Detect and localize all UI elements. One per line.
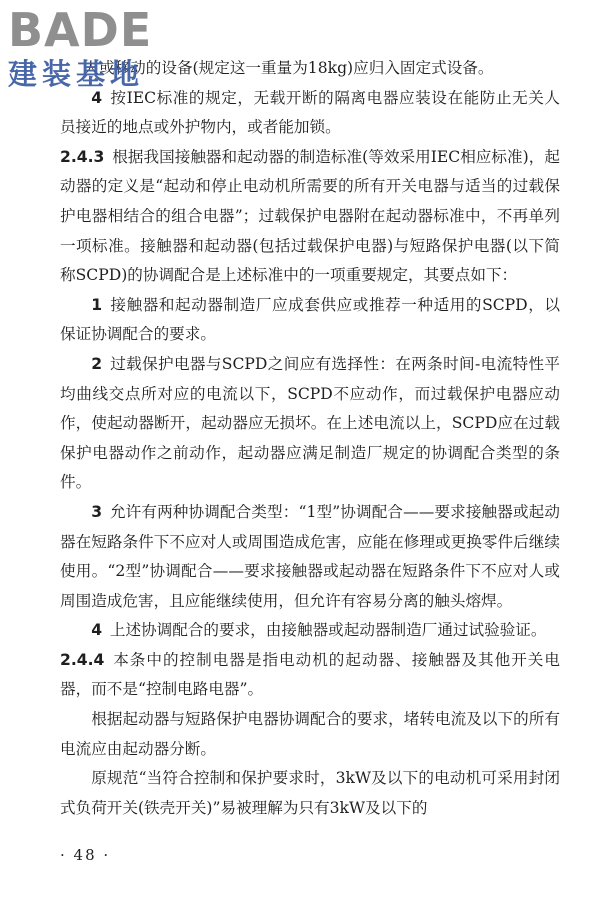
section-number: 2.4.3 <box>60 147 105 166</box>
section-2-4-4 <box>60 646 560 705</box>
paragraph-text: 允许有两种协调配合类型：“1型”协调配合——要求接触器或起动器在短路条件下不应对人或周围造成危害，应能在修理或更换零件后继续使用。“2型”协调配合——要求接触器或起动器在短路条件下不应对人或周围造成危害，且应能继续使用，但允许有容易分离的触头熔焊。 <box>60 502 560 610</box>
logo-bade-text: BADE <box>8 3 153 57</box>
clause-item-2 <box>60 350 560 498</box>
section-number: 2.4.4 <box>60 650 105 669</box>
item-number: 3 <box>91 502 103 521</box>
paragraph-text: 人或移动的设备(规定这一重量为18kg)应归入固定式设备。 <box>83 59 494 77</box>
item-number: 4 <box>91 88 103 107</box>
clause-item-4b <box>60 616 560 646</box>
item-number: 4 <box>91 621 103 640</box>
page-number: · 48 · <box>60 846 111 864</box>
clause-item-3 <box>60 498 560 616</box>
item-number: 2 <box>91 354 103 373</box>
paragraph-text: 根据我国接触器和起动器的制造标准(等效采用IEC相应标准)，起动器的定义是“起动和停止电动机所需要的所有开关电器与适当的过载保护电器相结合的组合电器”；过载保护电器附在起动器标准中，不再单列一项标准。接触器和起动器(包括过载保护电器)与短路保护电器(以下简称SCPD)的协调配合是上述标准中的一项重要规定，其要点如下： <box>60 147 560 285</box>
logo-chinese-text: 建装基地 <box>8 57 145 91</box>
paragraph-text: 按IEC标准的规定，无载开断的隔离电器应装设在能防止无关人员接近的地点或外护物内，或者能加锁。 <box>60 88 560 137</box>
paragraph-text: 原规范“当符合控制和保护要求时，3kW及以下的电动机可采用封闭式负荷开关(铁壳开关)”易被理解为只有3kW及以下的 <box>60 769 560 817</box>
paragraph-original-code <box>60 764 560 823</box>
paragraph-text: 上述协调配合的要求，由接触器或起动器制造厂通过试验验证。 <box>109 621 547 640</box>
paragraph-text: 本条中的控制电器是指电动机的起动器、接触器及其他开关电器，而不是“控制电路电器”。 <box>60 650 560 699</box>
clause-item-1 <box>60 291 560 350</box>
document-body <box>60 54 560 823</box>
watermark-logo <box>8 3 178 94</box>
paragraph-locked-rotor <box>60 705 560 764</box>
paragraph-text: 过载保护电器与SCPD之间应有选择性：在两条时间-电流特性平均曲线交点所对应的电流以下，SCPD不应动作，而过载保护电器应动作，使起动器断开，起动器应无损坏。在上述电流以上，SCPD应在过载保护电器动作之前动作，起动器应满足制造厂规定的协调配合类型的条件。 <box>60 354 560 492</box>
item-number: 1 <box>91 295 103 314</box>
paragraph-text: 接触器和起动器制造厂应成套供应或推荐一种适用的SCPD，以保证协调配合的要求。 <box>60 295 560 344</box>
section-2-4-3 <box>60 143 560 291</box>
paragraph-text: 根据起动器与短路保护电器协调配合的要求，堵转电流及以下的所有电流应由起动器分断。 <box>60 710 560 758</box>
